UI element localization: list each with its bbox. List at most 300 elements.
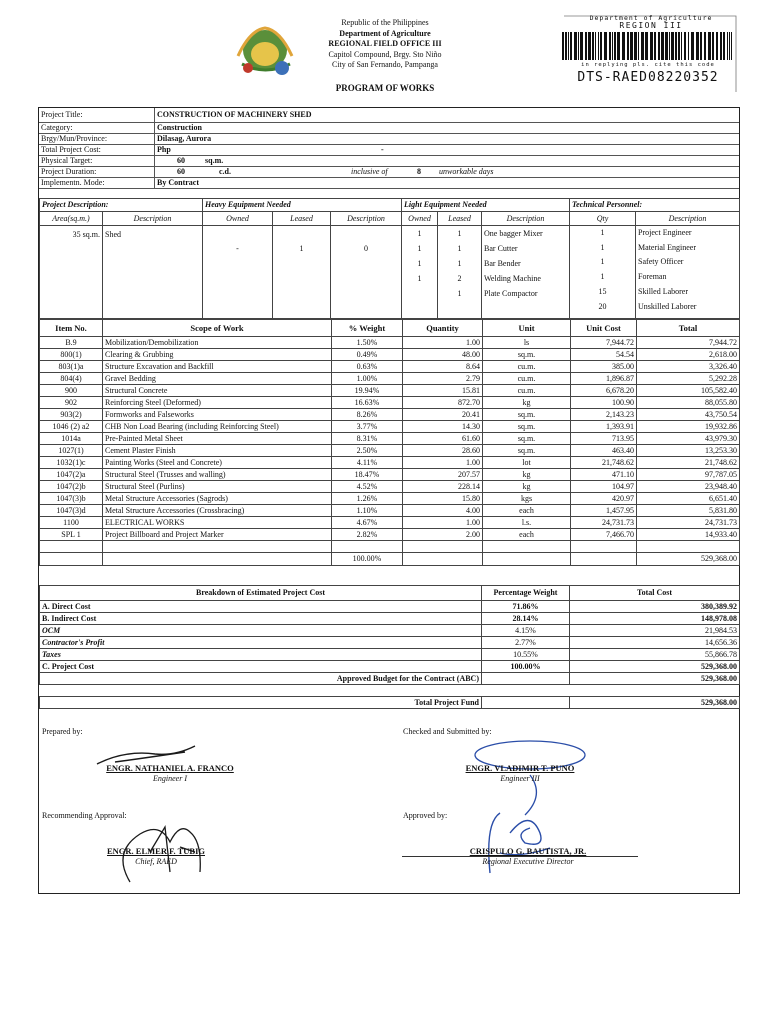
- agency-header: [300, 18, 470, 71]
- duration-unit: c.d.: [219, 167, 231, 176]
- scope-unit-cost: 463.40: [571, 445, 637, 457]
- info-row: [39, 167, 739, 178]
- breakdown-label: A. Direct Cost: [40, 601, 482, 613]
- personnel-qty: 1: [600, 272, 605, 282]
- info-value: By Contract: [155, 178, 740, 189]
- barcode-bar: [700, 32, 702, 60]
- light-owned: 1: [417, 244, 422, 253]
- scope-total: 21,748.62: [637, 457, 740, 469]
- light-description: Bar Bender: [484, 259, 521, 268]
- scope-quantity: 228.14: [403, 481, 483, 493]
- info-row: [39, 145, 739, 156]
- scope-header-cell: % Weight: [332, 320, 403, 337]
- scope-unit: sq.m.: [483, 445, 571, 457]
- approved-name: CRISPULO G. BAUTISTA, JR.: [469, 846, 587, 856]
- scope-total: 88,055.80: [637, 397, 740, 409]
- scope-unit-cost: 1,393.91: [571, 421, 637, 433]
- light-description: One bagger Mixer: [484, 229, 543, 238]
- personnel-qty: 1: [600, 242, 605, 252]
- checked-title: Engineer III: [500, 774, 540, 783]
- barcode-bar: [688, 32, 689, 60]
- personnel-description: Safety Officer: [638, 257, 684, 267]
- scope-of-work-table: [39, 319, 740, 566]
- scope-unit-cost: 1,457.95: [571, 505, 637, 517]
- light-leased: 1: [457, 229, 462, 238]
- barcode-bar: [574, 32, 577, 60]
- department-of-agriculture-logo-icon: [232, 20, 296, 78]
- breakdown-header-row: [40, 586, 740, 601]
- breakdown-row: [40, 649, 740, 661]
- scope-total: 43,979.30: [637, 433, 740, 445]
- scope-item-no: 902: [40, 397, 103, 409]
- barcode-bar: [727, 32, 728, 60]
- barcode-bar: [641, 32, 644, 60]
- scope-unit-cost: 1,896.87: [571, 373, 637, 385]
- scope-row: [40, 385, 740, 397]
- scope-total: 105,582.40: [637, 385, 740, 397]
- scope-unit: kg: [483, 397, 571, 409]
- barcode-bar: [627, 32, 629, 60]
- info-label: Implementn. Mode:: [39, 178, 155, 189]
- light-leased: 1: [457, 244, 462, 253]
- spacer-cell: [482, 685, 570, 697]
- info-value-title: CONSTRUCTION OF MACHINERY SHED: [155, 108, 740, 123]
- barcode-bar: [720, 32, 722, 60]
- scope-quantity: 1.00: [403, 457, 483, 469]
- light-owned-col: [402, 226, 438, 319]
- scope-unit-cost: 6,678.20: [571, 385, 637, 397]
- barcode-bar: [580, 32, 583, 60]
- info-value: [155, 156, 740, 167]
- scope-unit-cost: 21,748.62: [571, 457, 637, 469]
- scope-row: [40, 349, 740, 361]
- scope-description: Gravel Bedding: [103, 373, 332, 385]
- total-weight: 100.00%: [332, 553, 403, 566]
- scope-unit-cost: 7,944.72: [571, 337, 637, 349]
- personnel-qty: 1: [600, 228, 605, 237]
- barcode-region: REGION III: [619, 21, 683, 30]
- info-row-title: [39, 108, 739, 123]
- light-owned: [402, 286, 437, 301]
- scope-quantity: 20.41: [403, 409, 483, 421]
- scope-item-no: 1046 (2) a2: [40, 421, 103, 433]
- abc-value: 529,368.00: [570, 673, 740, 685]
- subheader-cell: Description: [482, 212, 570, 226]
- header-line3: REGIONAL FIELD OFFICE III: [328, 39, 442, 48]
- scope-weight: 0.63%: [332, 361, 403, 373]
- scope-total: 24,731.73: [637, 517, 740, 529]
- scope-quantity: 61.60: [403, 433, 483, 445]
- scope-unit: cu.m.: [483, 361, 571, 373]
- info-row: [39, 123, 739, 134]
- scope-item-no: 900: [40, 385, 103, 397]
- scope-unit-cost: 100.90: [571, 397, 637, 409]
- percentage-header: Percentage Weight: [482, 586, 570, 601]
- scope-unit: cu.m.: [483, 373, 571, 385]
- scope-total: 3,326.40: [637, 361, 740, 373]
- scope-row: [40, 481, 740, 493]
- subheader-cell: Area(sq.m.): [40, 212, 103, 226]
- header-line2: Department of Agriculture: [339, 28, 431, 38]
- light-owned: 1: [417, 274, 422, 283]
- scope-item-no: 804(4): [40, 373, 103, 385]
- scope-row: [40, 409, 740, 421]
- scope-row: [40, 337, 740, 349]
- barcode-bar: [617, 32, 620, 60]
- scope-weight: 4.11%: [332, 457, 403, 469]
- personnel-qty: 1: [600, 257, 605, 267]
- total-blank: [403, 553, 483, 566]
- barcode-bar: [729, 32, 730, 60]
- subheader-cell: Leased: [438, 212, 482, 226]
- total-cost-blank: -: [381, 145, 384, 154]
- spacer-cell: [40, 541, 103, 553]
- spacer-cell: [570, 685, 740, 697]
- scope-unit-cost: 7,466.70: [571, 529, 637, 541]
- barcode-bar: [612, 32, 613, 60]
- breakdown-label: Taxes: [40, 649, 482, 661]
- scope-item-no: 1047(3)d: [40, 505, 103, 517]
- info-label: Project Title:: [39, 108, 155, 123]
- scope-item-no: 803(1)a: [40, 361, 103, 373]
- breakdown-label: Contractor's Profit: [40, 637, 482, 649]
- breakdown-label: C. Project Cost: [40, 661, 482, 673]
- barcode-bar: [650, 32, 653, 60]
- breakdown-percentage: 100.00%: [482, 661, 570, 673]
- physical-target-value: 60: [177, 156, 185, 165]
- scope-unit-cost: 420.97: [571, 493, 637, 505]
- scope-item-no: B.9: [40, 337, 103, 349]
- subheader-cell: Owned: [203, 212, 273, 226]
- scope-unit-cost: 54.54: [571, 349, 637, 361]
- subheader-cell: Owned: [402, 212, 438, 226]
- scope-total-row: [40, 553, 740, 566]
- subheader-cell: Leased: [273, 212, 331, 226]
- breakdown-title: Breakdown of Estimated Project Cost: [40, 586, 482, 601]
- barcode-bar: [588, 32, 591, 60]
- info-label: Project Duration:: [39, 167, 155, 178]
- scope-unit: l.s.: [483, 517, 571, 529]
- info-value: Dilasag, Aurora: [155, 134, 740, 145]
- scope-quantity: 1.00: [403, 517, 483, 529]
- light-owned: 1: [417, 229, 422, 238]
- subheader-cell: Description: [103, 212, 203, 226]
- barcode-bar: [696, 32, 699, 60]
- scope-unit: sq.m.: [483, 421, 571, 433]
- barcode-bar: [708, 32, 711, 60]
- grand-total: 529,368.00: [637, 553, 740, 566]
- abc-label: Approved Budget for the Contract (ABC): [40, 673, 482, 685]
- total-blank: [40, 553, 103, 566]
- info-value: [155, 145, 740, 156]
- breakdown-percentage: 28.14%: [482, 613, 570, 625]
- barcode-bar: [678, 32, 680, 60]
- technical-personnel-header: Technical Personnel:: [570, 199, 740, 212]
- scope-total: 2,618.00: [637, 349, 740, 361]
- cost-breakdown-table: [39, 585, 740, 709]
- light-leased-col: [438, 226, 482, 319]
- scope-unit: each: [483, 505, 571, 517]
- scope-description: Formworks and Falseworks: [103, 409, 332, 421]
- scope-weight: 1.00%: [332, 373, 403, 385]
- barcode-bar: [645, 32, 648, 60]
- scope-weight: 19.94%: [332, 385, 403, 397]
- scope-weight: 8.31%: [332, 433, 403, 445]
- total-blank: [483, 553, 571, 566]
- info-value: [155, 167, 740, 178]
- checked-label: Checked and Submitted by:: [403, 727, 492, 736]
- scope-unit: sq.m.: [483, 409, 571, 421]
- heavy-description: 0: [331, 226, 402, 319]
- scope-header-cell: Total: [637, 320, 740, 337]
- breakdown-row: [40, 625, 740, 637]
- info-label: Total Project Cost:: [39, 145, 155, 156]
- personnel-qty-col: [570, 226, 636, 319]
- barcode-bar: [609, 32, 611, 60]
- scope-quantity: 4.00: [403, 505, 483, 517]
- scope-weight: 2.82%: [332, 529, 403, 541]
- scope-item-no: 903(2): [40, 409, 103, 421]
- scope-item-no: 1032(1)c: [40, 457, 103, 469]
- scope-unit: cu.m.: [483, 385, 571, 397]
- barcode-bar: [638, 32, 639, 60]
- barcode-bar: [671, 32, 674, 60]
- scope-description: Painting Works (Steel and Concrete): [103, 457, 332, 469]
- scope-row: [40, 361, 740, 373]
- scope-total: 23,948.40: [637, 481, 740, 493]
- scope-total: 19,932.86: [637, 421, 740, 433]
- scope-unit-cost: 713.95: [571, 433, 637, 445]
- scope-quantity: 872.70: [403, 397, 483, 409]
- scope-total: 97,787.05: [637, 469, 740, 481]
- scope-total: 6,651.40: [637, 493, 740, 505]
- light-description: Welding Machine: [484, 274, 541, 283]
- fund-value: 529,368.00: [570, 697, 740, 709]
- fund-row: [40, 697, 740, 709]
- barcode-bar: [681, 32, 682, 60]
- barcode-bar: [704, 32, 706, 60]
- personnel-description: Material Engineer: [638, 242, 697, 252]
- scope-quantity: 8.64: [403, 361, 483, 373]
- scope-description: Clearing & Grubbing: [103, 349, 332, 361]
- scope-item-no: SPL 1: [40, 529, 103, 541]
- personnel-description-col: [636, 226, 740, 319]
- scope-row: [40, 505, 740, 517]
- scope-total: 7,944.72: [637, 337, 740, 349]
- scope-weight: 18.47%: [332, 469, 403, 481]
- scope-unit-cost: 2,143.23: [571, 409, 637, 421]
- scope-description: Cement Plaster Finish: [103, 445, 332, 457]
- barcode-bar: [684, 32, 686, 60]
- scope-quantity: 14.30: [403, 421, 483, 433]
- scope-weight: 1.10%: [332, 505, 403, 517]
- duration-value: 60: [177, 167, 185, 176]
- approved-title: Regional Executive Director: [482, 857, 574, 866]
- breakdown-percentage: 2.77%: [482, 637, 570, 649]
- scope-total: 14,933.40: [637, 529, 740, 541]
- scope-row: [40, 529, 740, 541]
- scope-unit: ls: [483, 337, 571, 349]
- resources-table: [39, 198, 740, 319]
- subheader-cell: Description: [636, 212, 740, 226]
- scope-row: [40, 445, 740, 457]
- scope-weight: 4.67%: [332, 517, 403, 529]
- scope-quantity: 2.00: [403, 529, 483, 541]
- barcode-bar: [723, 32, 725, 60]
- scope-row: [40, 517, 740, 529]
- barcode-code: DTS-RAED08220352: [577, 70, 719, 85]
- scope-description: Structural Concrete: [103, 385, 332, 397]
- abc-row: [40, 673, 740, 685]
- scope-unit: each: [483, 529, 571, 541]
- barcode-icon: [562, 32, 736, 60]
- scope-header-cell: Quantity: [403, 320, 483, 337]
- scope-unit: sq.m.: [483, 433, 571, 445]
- breakdown-cost: 14,656.36: [570, 637, 740, 649]
- breakdown-row: [40, 613, 740, 625]
- scope-item-no: 1047(3)b: [40, 493, 103, 505]
- scope-description: Mobilization/Demobilization: [103, 337, 332, 349]
- abc-blank: [482, 673, 570, 685]
- scope-row: [40, 493, 740, 505]
- breakdown-cost: 380,389.92: [570, 601, 740, 613]
- barcode-bar: [658, 32, 660, 60]
- scope-weight: 0.49%: [332, 349, 403, 361]
- scope-total: 13,253.30: [637, 445, 740, 457]
- info-label: Category:: [39, 123, 155, 134]
- breakdown-cost: 55,866.78: [570, 649, 740, 661]
- prepared-name: ENGR. NATHANIEL A. FRANCO: [106, 763, 234, 773]
- scope-description: Project Billboard and Project Marker: [103, 529, 332, 541]
- scope-row: [40, 469, 740, 481]
- info-row: [39, 134, 739, 145]
- prepared-title: Engineer I: [153, 774, 187, 783]
- unworkable-label: unworkable days: [439, 167, 494, 176]
- light-equipment-header: Light Equipment Needed: [402, 199, 570, 212]
- resources-group-header: [40, 199, 740, 212]
- info-row: [39, 156, 739, 167]
- scope-description: ELECTRICAL WORKS: [103, 517, 332, 529]
- scope-row: [40, 433, 740, 445]
- spacer-cell: [103, 541, 332, 553]
- personnel-qty: 15: [598, 286, 607, 296]
- info-label: Physical Target:: [39, 156, 155, 167]
- spacer-cell: [403, 541, 483, 553]
- scope-item-no: 1047(2)b: [40, 481, 103, 493]
- unworkable-count: 8: [417, 167, 421, 176]
- spacer-cell: [571, 541, 637, 553]
- scope-spacer-row: [40, 541, 740, 553]
- prepared-label: Prepared by:: [42, 727, 83, 736]
- scope-description: Structure Excavation and Backfill: [103, 361, 332, 373]
- physical-target-unit: sq.m.: [205, 156, 224, 165]
- approved-label: Approved by:: [403, 811, 448, 820]
- scope-quantity: 48.00: [403, 349, 483, 361]
- document-title: PROGRAM OF WORKS: [335, 83, 435, 93]
- scope-item-no: 1027(1): [40, 445, 103, 457]
- scope-total: 43,750.54: [637, 409, 740, 421]
- breakdown-row: [40, 637, 740, 649]
- scope-description: Reinforcing Steel (Deformed): [103, 397, 332, 409]
- barcode-bar: [562, 32, 564, 60]
- barcode-bar: [654, 32, 656, 60]
- scope-quantity: 2.79: [403, 373, 483, 385]
- scope-total: 5,831.80: [637, 505, 740, 517]
- light-leased: 1: [457, 259, 462, 268]
- light-description: Plate Compactor: [484, 289, 538, 298]
- breakdown-row: [40, 661, 740, 673]
- scope-quantity: 28.60: [403, 445, 483, 457]
- scope-weight: 16.63%: [332, 397, 403, 409]
- scope-item-no: 800(1): [40, 349, 103, 361]
- barcode-bar: [614, 32, 616, 60]
- scope-header-cell: Unit Cost: [571, 320, 637, 337]
- scope-quantity: 15.81: [403, 385, 483, 397]
- scope-body: [40, 337, 740, 541]
- barcode-bar: [585, 32, 587, 60]
- personnel-description: Project Engineer: [638, 228, 692, 237]
- scope-weight: 4.52%: [332, 481, 403, 493]
- barcode-bar: [598, 32, 599, 60]
- barcode-bar: [578, 32, 579, 60]
- scope-unit: lot: [483, 457, 571, 469]
- scope-unit-cost: 24,731.73: [571, 517, 637, 529]
- resources-subheader: [40, 212, 740, 226]
- breakdown-label: OCM: [40, 625, 482, 637]
- scope-unit: kgs: [483, 493, 571, 505]
- light-leased: 1: [457, 289, 462, 298]
- checked-name: ENGR. VLADIMIR T. PUNO: [465, 763, 575, 773]
- scope-row: [40, 457, 740, 469]
- scope-header-cell: Item No.: [40, 320, 103, 337]
- scope-unit-cost: 471.10: [571, 469, 637, 481]
- scope-description: Metal Structure Accessories (Crossbracing): [103, 505, 332, 517]
- barcode-bar: [669, 32, 670, 60]
- spacer-cell: [40, 685, 482, 697]
- currency-label: Php: [157, 145, 171, 154]
- barcode-bar: [630, 32, 633, 60]
- barcode-bar: [665, 32, 668, 60]
- breakdown-percentage: 4.15%: [482, 625, 570, 637]
- project-info-table: [39, 108, 739, 189]
- scope-quantity: 207.57: [403, 469, 483, 481]
- approved-signature-icon: [480, 803, 560, 883]
- personnel-qty: 20: [598, 301, 607, 311]
- breakdown-cost: 148,978.08: [570, 613, 740, 625]
- breakdown-cost: 21,984.53: [570, 625, 740, 637]
- scope-row: [40, 421, 740, 433]
- barcode-agency: Department of Agriculture: [589, 14, 713, 22]
- recommending-name: ENGR. ELMER F. TUBIG: [106, 846, 205, 856]
- scope-description: Structural Steel (Purlins): [103, 481, 332, 493]
- barcode-bar: [634, 32, 637, 60]
- barcode-bar: [595, 32, 596, 60]
- info-value: Construction: [155, 123, 740, 134]
- scope-unit-cost: 385.00: [571, 361, 637, 373]
- heavy-owned: -: [203, 226, 273, 319]
- barcode-bar: [716, 32, 718, 60]
- scope-weight: 2.50%: [332, 445, 403, 457]
- info-row: [39, 178, 739, 189]
- spacer-cell: [483, 541, 571, 553]
- barcode-bar: [604, 32, 607, 60]
- scope-weight: 3.77%: [332, 421, 403, 433]
- personnel-description: Foreman: [638, 272, 667, 282]
- breakdown-percentage: 10.55%: [482, 649, 570, 661]
- duration-note: inclusive of: [351, 167, 388, 176]
- heavy-leased: 1: [273, 226, 331, 319]
- barcode-bar: [592, 32, 594, 60]
